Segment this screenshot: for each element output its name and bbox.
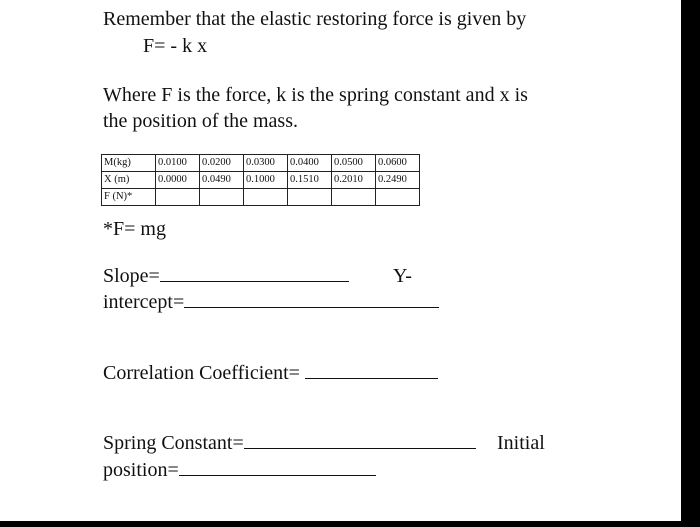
intercept-blank[interactable] bbox=[184, 291, 439, 308]
table-row-force bbox=[102, 189, 420, 206]
slope-label: Slope= bbox=[103, 265, 160, 287]
table-cell-empty bbox=[200, 189, 244, 206]
spring-constant-row bbox=[103, 432, 476, 454]
intercept-row bbox=[103, 291, 439, 313]
correlation-row bbox=[103, 362, 438, 384]
intro-line: Remember that the elastic restoring force is given by bbox=[103, 8, 527, 30]
table-cell: 0.1510 bbox=[288, 172, 332, 189]
row-label: M(kg) bbox=[102, 155, 156, 172]
y-intercept-label-start: Y- bbox=[393, 265, 412, 287]
row-label: F (N)* bbox=[102, 189, 156, 206]
table-cell: 0.2490 bbox=[376, 172, 420, 189]
table-cell: 0.1000 bbox=[244, 172, 288, 189]
table-cell: 0.0600 bbox=[376, 155, 420, 172]
spring-constant-blank[interactable] bbox=[244, 432, 476, 449]
position-row bbox=[103, 459, 376, 481]
table-cell-empty bbox=[244, 189, 288, 206]
table-cell-empty bbox=[332, 189, 376, 206]
table-cell: 0.2010 bbox=[332, 172, 376, 189]
table-cell: 0.0400 bbox=[288, 155, 332, 172]
correlation-label: Correlation Coefficient= bbox=[103, 362, 300, 384]
position-blank[interactable] bbox=[179, 459, 376, 476]
data-table bbox=[101, 154, 420, 206]
table-cell: 0.0490 bbox=[200, 172, 244, 189]
table-cell: 0.0200 bbox=[200, 155, 244, 172]
table-cell: 0.0300 bbox=[244, 155, 288, 172]
initial-label: Initial bbox=[497, 432, 545, 454]
position-label: position= bbox=[103, 459, 179, 481]
row-label: X (m) bbox=[102, 172, 156, 189]
force-formula: F= - k x bbox=[143, 35, 208, 57]
table-cell-empty bbox=[156, 189, 200, 206]
table-row-mass bbox=[102, 155, 420, 172]
slope-row bbox=[103, 265, 349, 287]
intercept-label: intercept= bbox=[103, 291, 185, 313]
slope-blank[interactable] bbox=[160, 265, 349, 282]
definition-line-2: the position of the mass. bbox=[103, 110, 298, 132]
definition-line-1: Where F is the force, k is the spring constant and x is bbox=[103, 84, 528, 106]
table-cell: 0.0100 bbox=[156, 155, 200, 172]
table-row-position bbox=[102, 172, 420, 189]
table-cell: 0.0000 bbox=[156, 172, 200, 189]
table-cell-empty bbox=[376, 189, 420, 206]
table-cell-empty bbox=[288, 189, 332, 206]
table-cell: 0.0500 bbox=[332, 155, 376, 172]
table-footnote: *F= mg bbox=[103, 218, 166, 240]
correlation-blank[interactable] bbox=[305, 362, 438, 379]
spring-constant-label: Spring Constant= bbox=[103, 432, 244, 454]
